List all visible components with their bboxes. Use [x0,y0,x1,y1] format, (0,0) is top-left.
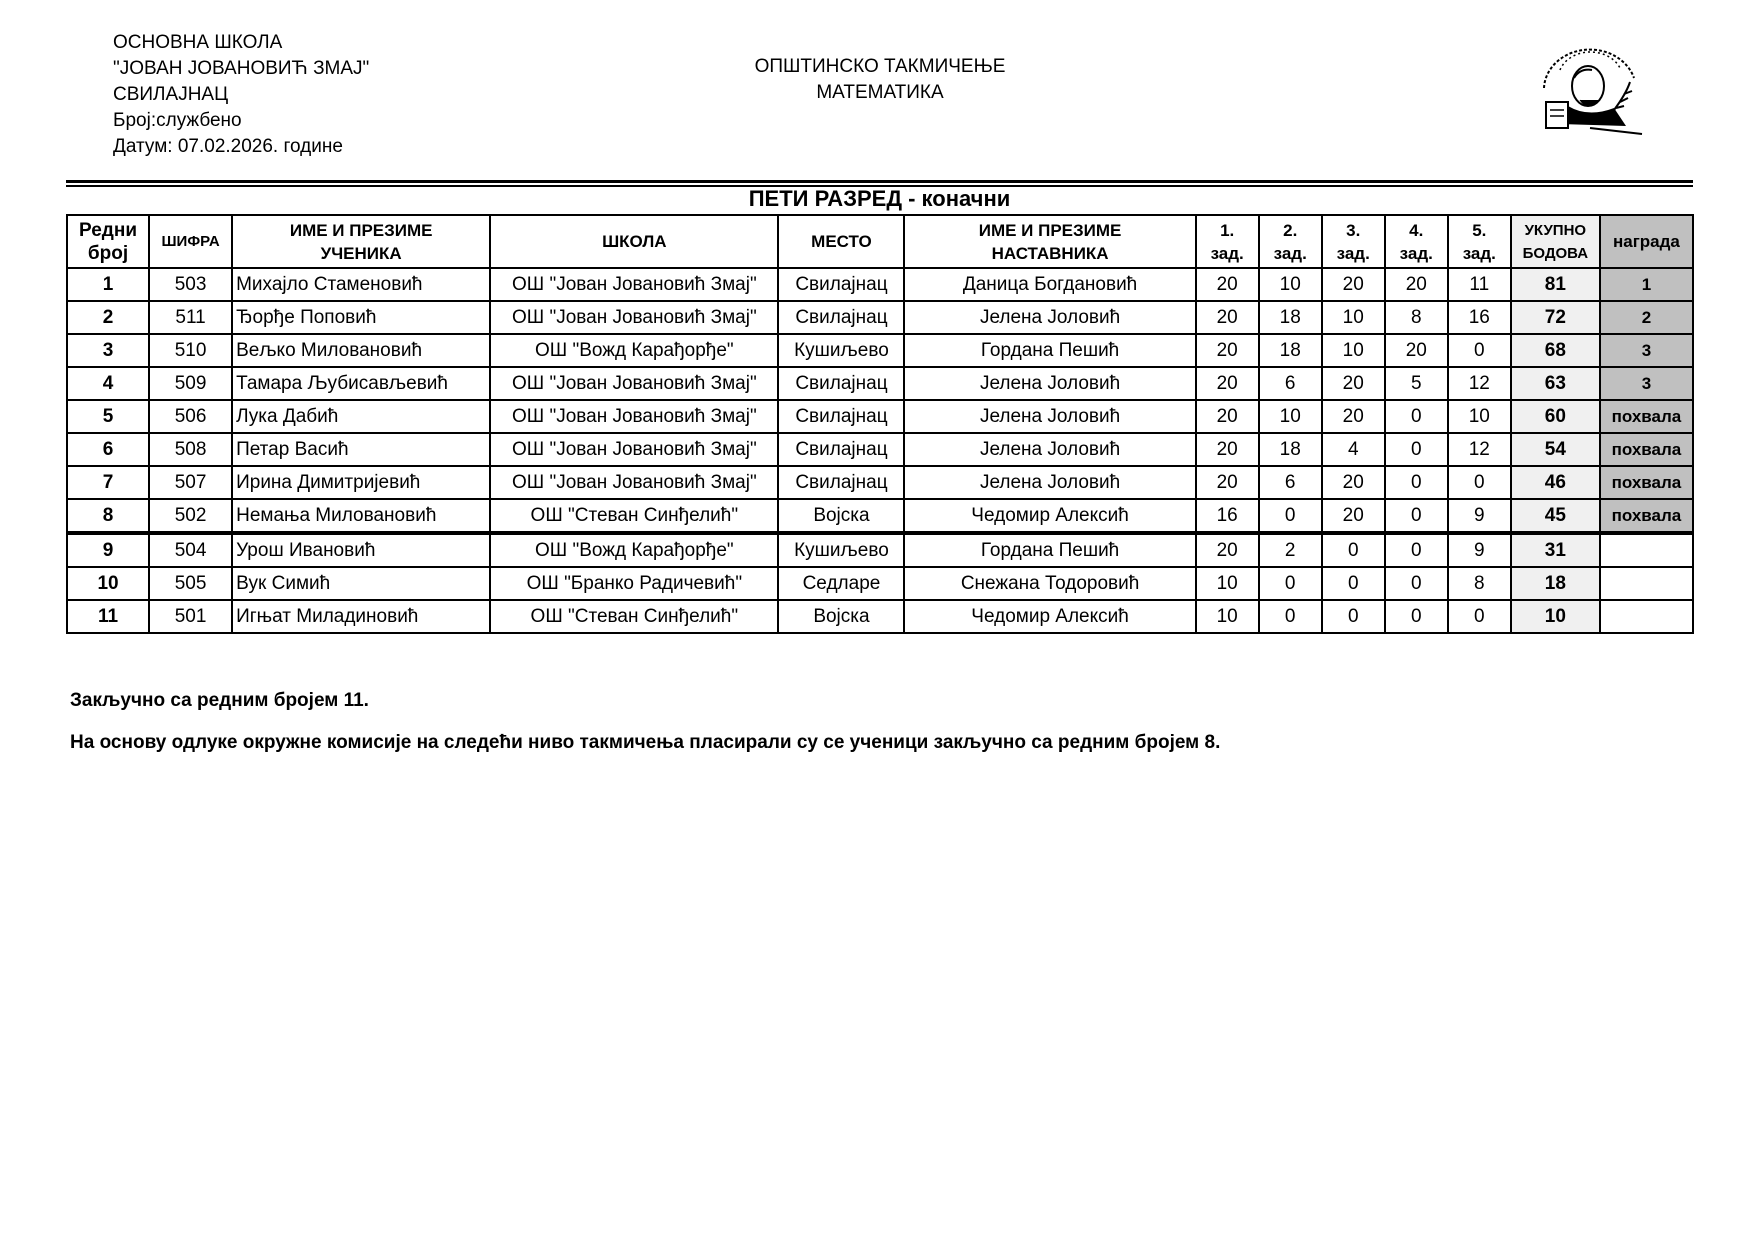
cell-place: Свилајнац [778,466,904,499]
cell-total: 46 [1511,466,1600,499]
cell-student: Тамара Љубисављевић [232,367,490,400]
cell-award: похвала [1600,433,1693,466]
header-place: МЕСТО [778,215,904,268]
conclusion-note: Закључно са редним бројем 11. [70,690,369,711]
cell-task-5: 11 [1448,268,1511,301]
cell-student: Вук Симић [232,567,490,600]
header-divider [66,180,1693,183]
cell-task-5: 9 [1448,533,1511,567]
table-row [67,301,1693,334]
cell-award: 3 [1600,334,1693,367]
cell-task-2: 10 [1259,268,1322,301]
cell-task-2: 0 [1259,567,1322,600]
cell-code: 501 [149,600,232,633]
cell-task-3: 4 [1322,433,1385,466]
cell-award: похвала [1600,400,1693,433]
cell-award [1600,533,1693,567]
cell-task-2: 18 [1259,334,1322,367]
table-row [67,600,1693,633]
cell-school: ОШ "Јован Јовановић Змај" [490,466,778,499]
cell-task-4: 20 [1385,334,1448,367]
cell-teacher: Јелена Јоловић [904,400,1195,433]
cell-total: 63 [1511,367,1600,400]
cell-task-4: 0 [1385,400,1448,433]
header-task-5: 5. зад. [1448,215,1511,268]
cell-award: похвала [1600,466,1693,499]
cell-code: 508 [149,433,232,466]
cell-task-2: 0 [1259,499,1322,533]
table-row [67,499,1693,533]
table-row [67,433,1693,466]
cell-rank: 1 [67,268,149,301]
cell-total: 45 [1511,499,1600,533]
cell-teacher: Јелена Јоловић [904,433,1195,466]
cell-code: 506 [149,400,232,433]
cell-student: Петар Васић [232,433,490,466]
cell-task-1: 20 [1196,433,1259,466]
cell-total: 54 [1511,433,1600,466]
cell-teacher: Гордана Пешић [904,533,1195,567]
cell-task-3: 20 [1322,466,1385,499]
cell-total: 60 [1511,400,1600,433]
cell-rank: 5 [67,400,149,433]
cell-total: 72 [1511,301,1600,334]
cell-place: Свилајнац [778,268,904,301]
cell-total: 31 [1511,533,1600,567]
cell-place: Свилајнац [778,367,904,400]
cell-task-1: 20 [1196,533,1259,567]
cell-task-5: 0 [1448,334,1511,367]
cell-task-3: 0 [1322,567,1385,600]
results-table [66,214,1694,634]
cell-task-3: 0 [1322,600,1385,633]
cell-rank: 4 [67,367,149,400]
header-task-4: 4. зад. [1385,215,1448,268]
cell-task-1: 20 [1196,268,1259,301]
cell-code: 503 [149,268,232,301]
school-header [113,30,369,160]
cell-teacher: Снежана Тодоровић [904,567,1195,600]
cell-school: ОШ "Јован Јовановић Змај" [490,367,778,400]
cell-task-1: 16 [1196,499,1259,533]
cell-task-4: 20 [1385,268,1448,301]
cell-task-3: 20 [1322,400,1385,433]
cell-student: Вељко Миловановић [232,334,490,367]
header-task-2: 2. зад. [1259,215,1322,268]
cell-teacher: Чедомир Алексић [904,600,1195,633]
cell-teacher: Јелена Јоловић [904,367,1195,400]
cell-task-3: 20 [1322,367,1385,400]
header-task-1: 1. зад. [1196,215,1259,268]
table-header-row [67,215,1693,268]
cell-task-2: 18 [1259,433,1322,466]
cell-task-1: 10 [1196,567,1259,600]
cell-teacher: Јелена Јоловић [904,301,1195,334]
cell-total: 68 [1511,334,1600,367]
cell-student: Михајло Стаменовић [232,268,490,301]
table-row [67,400,1693,433]
cell-task-1: 20 [1196,466,1259,499]
cell-code: 511 [149,301,232,334]
cell-task-4: 0 [1385,533,1448,567]
cell-school: ОШ "Вожд Карађорђе" [490,334,778,367]
cell-task-2: 6 [1259,367,1322,400]
cell-place: Кушиљево [778,334,904,367]
competition-name: ОПШТИНСКО ТАКМИЧЕЊЕ [754,56,1006,77]
cell-student: Игњат Миладиновић [232,600,490,633]
cell-task-4: 0 [1385,567,1448,600]
cell-rank: 11 [67,600,149,633]
cell-teacher: Јелена Јоловић [904,466,1195,499]
cell-task-2: 0 [1259,600,1322,633]
cell-total: 18 [1511,567,1600,600]
cell-task-2: 10 [1259,400,1322,433]
cell-task-2: 2 [1259,533,1322,567]
cell-teacher: Чедомир Алексић [904,499,1195,533]
cell-rank: 6 [67,433,149,466]
cell-task-2: 6 [1259,466,1322,499]
cell-rank: 3 [67,334,149,367]
cell-task-5: 16 [1448,301,1511,334]
school-type: ОСНОВНА ШКОЛА [113,32,283,53]
table-row [67,466,1693,499]
cell-award: 1 [1600,268,1693,301]
document-number: Број:службено [113,110,242,131]
cell-task-4: 0 [1385,600,1448,633]
table-row [67,334,1693,367]
cell-total: 81 [1511,268,1600,301]
cell-award [1600,567,1693,600]
cell-task-1: 20 [1196,301,1259,334]
cell-award: 3 [1600,367,1693,400]
school-emblem-icon [1530,38,1650,138]
cell-task-4: 0 [1385,499,1448,533]
cell-task-5: 9 [1448,499,1511,533]
header-total: УКУПНО БОДОВА [1511,215,1600,268]
cell-task-4: 0 [1385,466,1448,499]
cell-code: 502 [149,499,232,533]
cell-place: Војска [778,600,904,633]
cell-student: Урош Ивановић [232,533,490,567]
cell-place: Свилајнац [778,301,904,334]
cell-student: Лука Дабић [232,400,490,433]
cell-student: Ђорђе Поповић [232,301,490,334]
cell-student: Ирина Димитријевић [232,466,490,499]
cell-total: 10 [1511,600,1600,633]
cell-task-2: 18 [1259,301,1322,334]
cell-code: 507 [149,466,232,499]
cell-task-1: 20 [1196,367,1259,400]
cell-task-3: 0 [1322,533,1385,567]
document-date: Датум: 07.02.2026. године [113,136,343,157]
cell-teacher: Даница Богдановић [904,268,1195,301]
header-student: ИМЕ И ПРЕЗИМЕ УЧЕНИКА [232,215,490,268]
header-school: ШКОЛА [490,215,778,268]
cell-school: ОШ "Јован Јовановић Змај" [490,301,778,334]
cell-place: Војска [778,499,904,533]
school-name: "ЈОВАН ЈОВАНОВИЋ ЗМАЈ" [113,58,370,79]
cell-teacher: Гордана Пешић [904,334,1195,367]
table-row [67,268,1693,301]
cell-task-5: 8 [1448,567,1511,600]
table-row [67,367,1693,400]
table-title: ПЕТИ РАЗРЕД - коначни [748,186,1011,211]
qualification-note: На основу одлуке окружне комисије на следећи ниво такмичења пласирали су се ученици закључно са редним бројем 8. [70,732,1221,753]
cell-rank: 8 [67,499,149,533]
cell-rank: 10 [67,567,149,600]
cell-place: Кушиљево [778,533,904,567]
cell-place: Свилајнац [778,433,904,466]
cell-school: ОШ "Вожд Карађорђе" [490,533,778,567]
cell-task-3: 10 [1322,301,1385,334]
cell-task-3: 20 [1322,268,1385,301]
competition-header [700,54,1060,106]
cell-place: Седларе [778,567,904,600]
cell-task-5: 12 [1448,433,1511,466]
table-row [67,567,1693,600]
cell-task-5: 0 [1448,600,1511,633]
cell-rank: 2 [67,301,149,334]
table-row [67,533,1693,567]
header-task-3: 3. зад. [1322,215,1385,268]
cell-school: ОШ "Стеван Синђелић" [490,600,778,633]
cell-school: ОШ "Јован Јовановић Змај" [490,268,778,301]
cell-task-3: 20 [1322,499,1385,533]
cell-task-5: 10 [1448,400,1511,433]
cell-task-4: 5 [1385,367,1448,400]
cell-code: 504 [149,533,232,567]
subject-name: МАТЕМАТИКА [816,82,944,103]
cell-task-1: 20 [1196,400,1259,433]
cell-task-5: 12 [1448,367,1511,400]
cell-award: 2 [1600,301,1693,334]
cell-school: ОШ "Јован Јовановић Змај" [490,433,778,466]
school-city: СВИЛАЈНАЦ [113,84,229,105]
cell-school: ОШ "Јован Јовановић Змај" [490,400,778,433]
header-code: ШИФРА [149,215,232,268]
header-award: награда [1600,215,1693,268]
cell-task-1: 20 [1196,334,1259,367]
cell-award [1600,600,1693,633]
cell-task-5: 0 [1448,466,1511,499]
cell-place: Свилајнац [778,400,904,433]
cell-rank: 9 [67,533,149,567]
cell-code: 505 [149,567,232,600]
cell-school: ОШ "Бранко Радичевић" [490,567,778,600]
header-rank: Редни број [67,215,149,268]
cell-code: 510 [149,334,232,367]
cell-task-3: 10 [1322,334,1385,367]
cell-school: ОШ "Стеван Синђелић" [490,499,778,533]
cell-code: 509 [149,367,232,400]
cell-task-1: 10 [1196,600,1259,633]
header-teacher: ИМЕ И ПРЕЗИМЕ НАСТАВНИКА [904,215,1195,268]
cell-task-4: 0 [1385,433,1448,466]
cell-rank: 7 [67,466,149,499]
cell-student: Немања Миловановић [232,499,490,533]
cell-award: похвала [1600,499,1693,533]
cell-task-4: 8 [1385,301,1448,334]
